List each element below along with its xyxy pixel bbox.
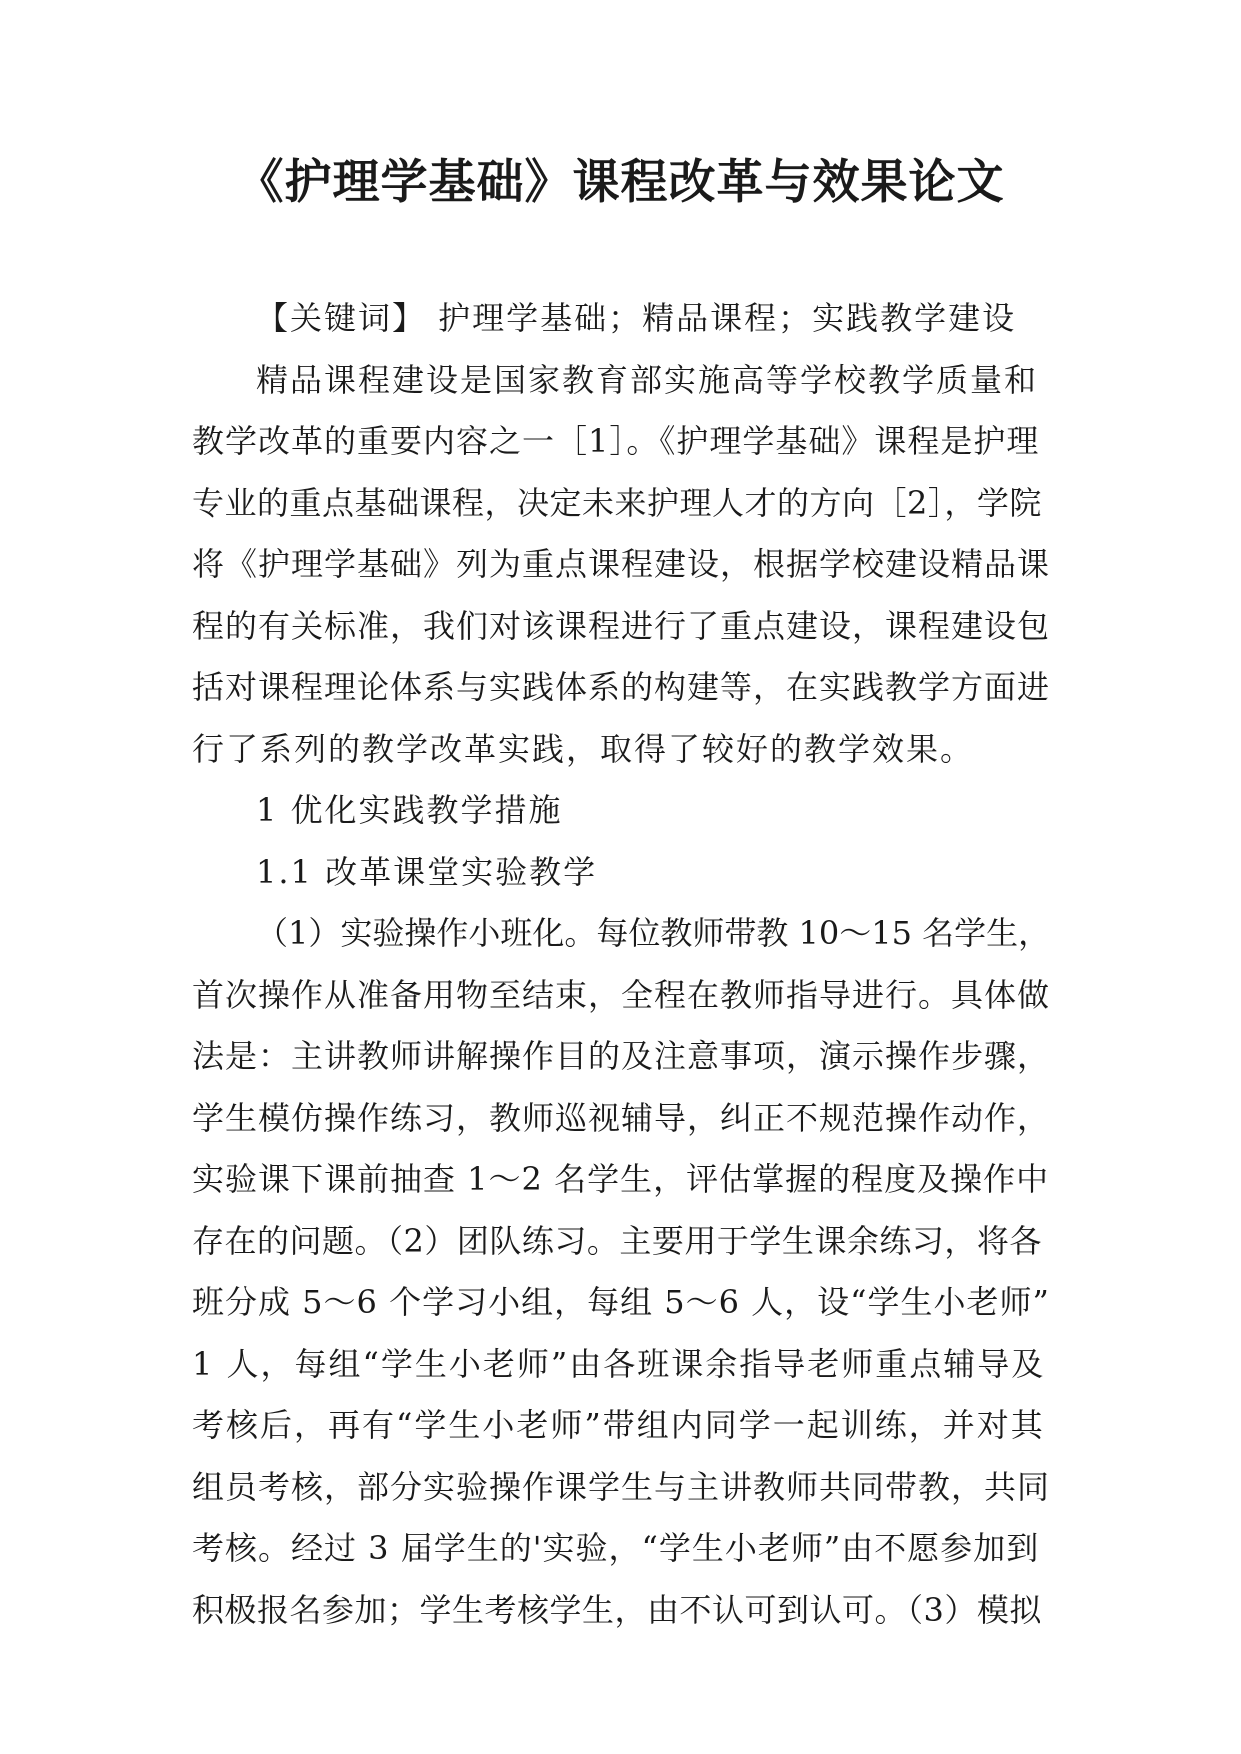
body-line: 括对课程理论体系与实践体系的构建等，在实践教学方面进 xyxy=(192,668,1051,706)
body-line: 法是：主讲教师讲解操作目的及注意事项，演示操作步骤， xyxy=(192,1037,1051,1075)
body-line: 班分成 5～6 个学习小组，每组 5～6 人，设“学生小老师” xyxy=(192,1283,1050,1321)
body-line: 组员考核，部分实验操作课学生与主讲教师共同带教，共同 xyxy=(192,1467,1051,1506)
document-title: 《护理学基础》课程改革与效果论文 xyxy=(236,155,1005,210)
body-line: 实验课下课前抽查 1～2 名学生，评估掌握的程度及操作中 xyxy=(192,1160,1050,1198)
body-line: 行了系列的教学改革实践，取得了较好的教学效果。 xyxy=(192,729,975,768)
document-body xyxy=(192,288,1052,1641)
body-line: 1.1 改革课堂实验教学 xyxy=(256,852,598,891)
body-line: 将《护理学基础》列为重点课程建设，根据学校建设精品课 xyxy=(192,545,1051,583)
body-line: 首次操作从准备用物至结束，全程在教师指导进行。具体做 xyxy=(192,975,1051,1014)
body-line: 精品课程建设是国家教育部实施高等学校教学质量和 xyxy=(256,360,1039,399)
body-line: 1 人，每组“学生小老师”由各班课余指导老师重点辅导及 xyxy=(192,1344,1046,1383)
body-line: 程的有关标准，我们对该课程进行了重点建设，课程建设包 xyxy=(192,606,1051,645)
body-line: 【关键词】 护理学基础；精品课程；实践教学建设 xyxy=(256,299,1017,337)
body-line: （1）实验操作小班化。每位教师带教 10～15 名学生， xyxy=(256,914,1051,952)
body-line: 存在的问题。（2）团队练习。主要用于学生课余练习，将各 xyxy=(192,1221,1042,1260)
body-line: 1 优化实践教学措施 xyxy=(256,791,563,829)
body-line: 考核后，再有“学生小老师”带组内同学一起训练，并对其 xyxy=(192,1406,1045,1444)
body-line: 积极报名参加；学生考核学生，由不认可到认可。（3）模拟 xyxy=(192,1590,1042,1629)
body-line: 学生模仿操作练习，教师巡视辅导，纠正不规范操作动作， xyxy=(192,1098,1051,1137)
body-line: 教学改革的重要内容之一［1］。《护理学基础》课程是护理 xyxy=(192,422,1040,460)
body-line: 专业的重点基础课程，决定未来护理人才的方向［2］，学院 xyxy=(192,483,1042,522)
body-line: 考核。经过 3 届学生的'实验，“学生小老师”由不愿参加到 xyxy=(192,1529,1040,1567)
